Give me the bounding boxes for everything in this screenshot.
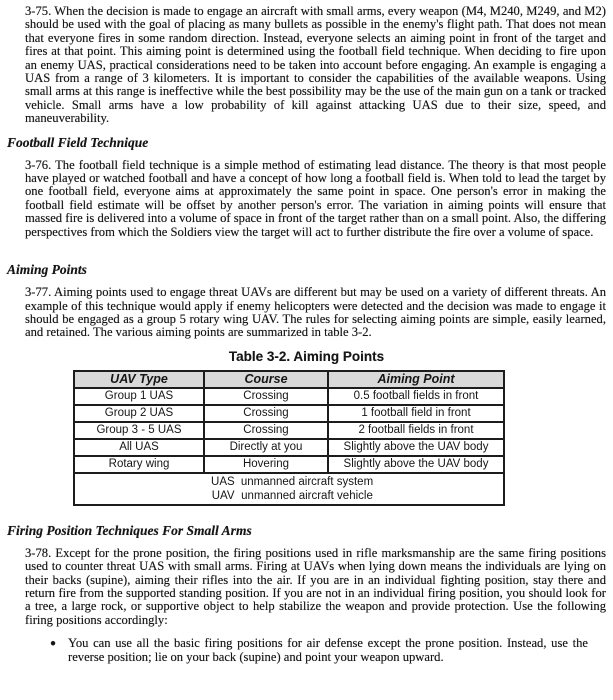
table-legend-row	[74, 473, 504, 505]
bullet-text: You can use all the basic firing positions for air defense except the prone position. Instead, use the reverse position; lie on your back (supine) and point your weapon upward.	[68, 636, 588, 664]
paragraph-3-76: 3-76. The football field technique is a simple method of estimating lead distance. The theory is that most people have played or watched football and have a concept of how long a football field is. When told to lead the target by one football field, everyone aims at approximately the same point in space. One person's error in making the football field estimate will be offset by another person's error. The variation in aiming points will ensure that massed fire is delivered into a volume of space in front of the target rather than on a small point. Also, the differing perspectives from which the Soldiers view the target will act to further distribute the fire over a volume of space.	[25, 157, 606, 239]
cell-aiming-point: Slightly above the UAV body	[328, 439, 504, 456]
cell-uav-type: Group 1 UAS	[74, 388, 204, 405]
table-row	[74, 422, 504, 439]
cell-course: Directly at you	[204, 439, 328, 456]
table-row	[74, 456, 504, 473]
cell-uav-type: All UAS	[74, 439, 204, 456]
cell-uav-type: Group 3 - 5 UAS	[74, 422, 204, 439]
legend-entry-uav	[77, 489, 501, 503]
heading-aiming-points: Aiming Points	[7, 262, 87, 278]
legend-definition: unmanned aircraft vehicle	[241, 489, 373, 502]
aiming-points-table	[73, 370, 505, 506]
cell-aiming-point: 1 football field in front	[328, 405, 504, 422]
legend-abbr: UAV	[211, 489, 235, 502]
cell-uav-type: Group 2 UAS	[74, 405, 204, 422]
table-row	[74, 439, 504, 456]
table-legend	[74, 473, 504, 505]
column-header-course: Course	[204, 371, 328, 388]
cell-uav-type: Rotary wing	[74, 456, 204, 473]
legend-abbr: UAS	[211, 475, 235, 488]
legend-definition: unmanned aircraft system	[240, 475, 374, 488]
table-row	[74, 388, 504, 405]
paragraph-3-78: 3-78. Except for the prone position, the firing positions used in rifle marksmanship are the same firing positions used to counter threat UAS with small arms. Firing at UAVs when lying down means the individuals are lying on their backs (supine), aiming their rifles into the air. If you are in an individual fighting position, stay there and return fire from the supported standing position. If you are not in an individual firing position, you should look for a tree, a large rock, or supportive object to help stabilize the weapon and provide protection. Use the following firing positions accordingly:	[25, 545, 606, 627]
table-row	[74, 405, 504, 422]
paragraph-3-77: 3-77. Aiming points used to engage threat UAVs are different but may be used on a variety of different threats. An example of this technique would apply if enemy helicopters were detected and the decision was made to engage it should be engaged as a group 5 rotary wing UAV. The rules for selecting aiming points are simple, easily learned, and retained. The various aiming points are summarized in table 3-2.	[25, 285, 606, 340]
bullet-icon: ●	[50, 638, 57, 650]
heading-football-field-technique: Football Field Technique	[7, 134, 149, 150]
cell-aiming-point: 2 football fields in front	[328, 422, 504, 439]
cell-course: Crossing	[204, 405, 328, 422]
legend-entry-uas	[77, 475, 501, 489]
column-header-uav-type: UAV Type	[74, 371, 204, 388]
cell-course: Crossing	[204, 422, 328, 439]
bullet-list-item	[50, 637, 588, 664]
heading-firing-position-techniques: Firing Position Techniques For Small Arms	[7, 522, 252, 538]
column-header-aiming-point: Aiming Point	[328, 371, 504, 388]
table-header-row	[74, 371, 504, 388]
cell-aiming-point: 0.5 football fields in front	[328, 388, 504, 405]
paragraph-3-75: 3-75. When the decision is made to engage an aircraft with small arms, every weapon (M4, M240, M249, and M2) should be used with the goal of placing as many bullets as possible in the enemy's flight path. That does not mean that everyone fires in some random direction. Instead, everyone selects an aiming point in front of the target and fires at that point. This aiming point is determined using the football field technique. When deciding to fire upon an enemy UAS, practical considerations need to be taken into account before engaging. An example is engaging a UAS from a range of 3 kilometers. It is important to consider the capabilities of the available weapons. Using small arms at this range is ineffective while the best possibility may be the use of the main gun on a tank or tracked vehicle. Small arms have a low probability of kill against attacking UAS due to their size, speed, and maneuverability.	[25, 4, 606, 126]
cell-course: Crossing	[204, 388, 328, 405]
cell-course: Hovering	[204, 456, 328, 473]
table-title: Table 3-2. Aiming Points	[228, 348, 385, 364]
cell-aiming-point: Slightly above the UAV body	[328, 456, 504, 473]
